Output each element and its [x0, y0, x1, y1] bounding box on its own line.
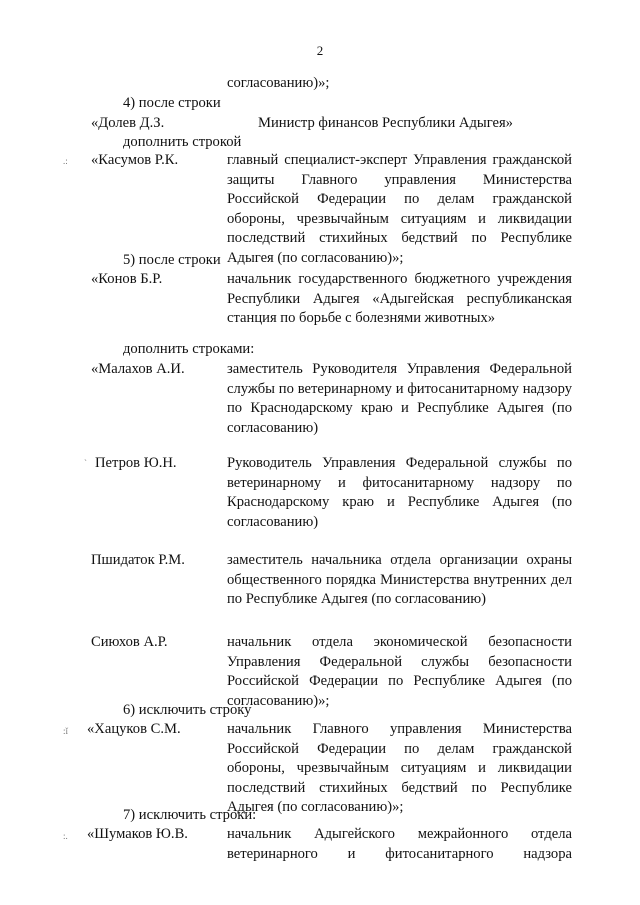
scan-mark: :. [63, 831, 68, 841]
scan-mark: ` [84, 458, 87, 468]
item7-heading: 7) исключить строки: [123, 807, 257, 823]
entry-role: начальник отдела экономической безопасности Управления Федеральной службы безопасности Российской Федерации по Республике Адыгея (по согласованию)»; [227, 634, 572, 709]
entry-name: «Малахов А.И. [91, 361, 185, 377]
page-number: 2 [316, 43, 324, 58]
item6-role: начальник Главного управления Министерства Российской Федерации по делам гражданской обороны, чрезвычайным ситуациям и ликвидации последствий стихийных бедствий по Республике Адыгея (по согласованию)»; [227, 721, 572, 816]
item4-role: Министр финансов Республики Адыгея» [258, 115, 513, 131]
item6-heading: 6) исключить строку [123, 702, 252, 718]
entry-role: Руководитель Управления Федеральной службы по ветеринарному и фитосанитарному надзору по Краснодарскому краю и Республике Адыгея (по согласованию) [227, 455, 572, 530]
entry-name: Пшидаток Р.М. [91, 552, 185, 568]
entry-role: заместитель Руководителя Управления Федеральной службы по ветеринарному и фитосанитарному надзору по Краснодарскому краю и Республике Адыгея (по согласованию) [227, 361, 572, 436]
item7-role: начальник Адыгейского межрайонного отдела ветеринарного и фитосанитарного надзора [227, 826, 572, 862]
continuation-text: согласованию)»; [227, 75, 330, 91]
item5-heading: 5) после строки [123, 252, 221, 268]
entry-name: Сиюхов А.Р. [91, 634, 168, 650]
scan-mark: .: [63, 156, 68, 166]
entry-name: Петров Ю.Н. [95, 455, 177, 471]
item4-heading: 4) после строки [123, 95, 221, 111]
item5-role: начальник государственного бюджетного учреждения Республики Адыгея «Адыгейская республиканская станция по борьбе с болезнями животных» [227, 271, 572, 327]
item4-name: «Долев Д.З. [91, 115, 165, 131]
item5-name: «Конов Б.Р. [91, 271, 163, 287]
item5-add-label: дополнить строками: [123, 341, 255, 357]
item7-name: «Шумаков Ю.В. [87, 826, 188, 842]
item4-add-label: дополнить строкой [123, 134, 242, 150]
scan-mark: :ǐ [63, 726, 69, 736]
item4-new-name: «Касумов Р.К. [91, 152, 179, 168]
item4-new-role: главный специалист-эксперт Управления гражданской защиты Главного управления Министерства Российской Федерации по делам гражданской обороны, чрезвычайным ситуациям и ликвидации последствий стихийных бедствий по Республике Адыгея (по согласованию)»; [227, 152, 572, 266]
item6-name: «Хацуков С.М. [87, 721, 181, 737]
entry-role: заместитель начальника отдела организации охраны общественного порядка Министерства внутренних дел по Республике Адыгея (по согласованию) [227, 552, 572, 608]
